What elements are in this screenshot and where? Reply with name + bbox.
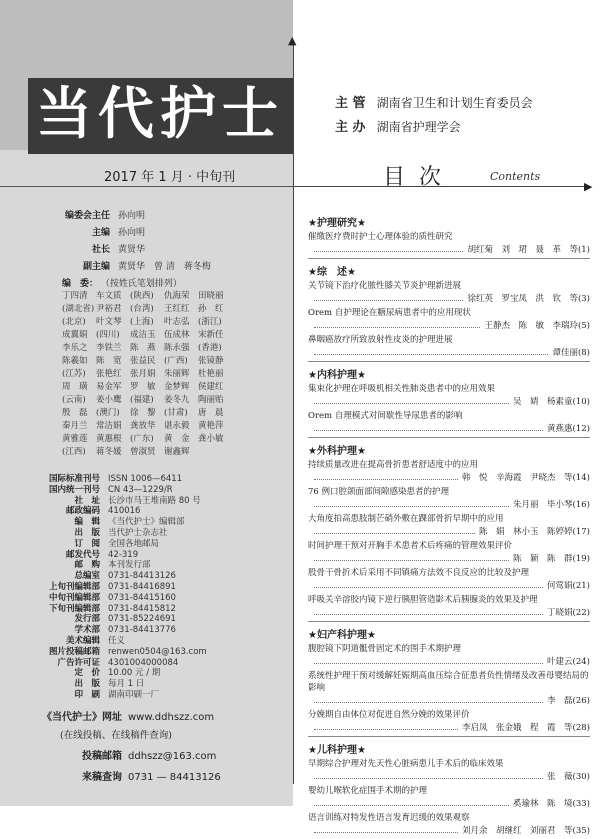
table-of-contents [308,210,590,839]
board-member: 丁四清 [62,291,88,301]
board-member: (陕西) [130,291,154,301]
info-key: 邮 购 [74,560,100,571]
toc-item[interactable] [308,758,590,782]
board-member: 车文质 [96,291,122,301]
info-key: 美术编辑 [65,635,100,646]
info-row [18,677,207,688]
leader-dots [314,533,475,534]
info-value: 0731-84416891 [108,581,176,592]
author-line [308,770,590,782]
leader-dots [314,506,509,507]
board-row [62,446,232,459]
leader-dots [314,354,548,355]
board-member: (广西) [164,356,188,366]
section-divider [308,361,590,362]
info-row [18,472,207,483]
info-row [18,494,207,505]
toc-item[interactable] [308,307,590,331]
board-member: 陈 燕 [130,343,156,353]
author-line [308,552,590,564]
board-row [62,355,232,368]
board-member: 张镜静 [198,356,224,366]
info-value: renwen0504@163.com [108,646,207,657]
article-title: 呼吸关辛溶胶内镜下逆行胰胆管造影术后胰腺炎的效果及护理 [308,595,538,605]
toc-item[interactable] [308,513,590,537]
info-row [18,688,207,699]
leader-dots [314,251,463,252]
toc-item[interactable] [308,383,590,407]
info-key: 社 址 [74,495,100,506]
website-note: (在线投稿、在线稿件查询) [60,730,172,741]
board-member: 张艳红 [96,369,122,379]
editors-block [40,208,211,276]
board-member: 伍成林 [164,330,190,340]
leader-dots [314,663,543,664]
article-authors: 胡红菊 刘 珺 聂 革 等(1) [467,245,590,255]
board-member: 陈永强 [164,343,190,353]
article-title: 集束化护理在呼吸机相关性肺炎患者中的应用效果 [308,384,496,394]
toc-item[interactable] [308,540,590,564]
article-title: 76 例口腔颌面部间隙感染患者的护理 [308,487,450,497]
leader-dots [314,430,543,431]
toc-item[interactable] [308,785,590,809]
board-member: 王红红 [164,304,190,314]
toc-subtitle: Contents [490,170,541,183]
author-line [308,422,590,434]
board-member: 李乐之 [62,343,88,353]
article-title: 股骨干骨折术后采用不同镇痛方法效不良反应的比较及护理 [308,568,530,578]
editor-row [40,242,211,259]
info-row [18,602,207,613]
info-row [18,558,207,569]
toc-item[interactable] [308,486,590,510]
author-line [308,797,590,809]
toc-item[interactable] [308,334,590,358]
board-list [62,290,232,459]
editor-role: 主编 [91,228,110,238]
divider [0,186,293,187]
board-member: (广东) [130,434,154,444]
board-member: 宋新任 [198,330,224,340]
info-key: 中旬刊编辑部 [48,592,100,603]
leader-dots [314,403,509,404]
query-phone: 0731 — 84413126 [128,772,221,783]
board-member: 秦月兰 [62,421,88,431]
board-member: 常洁娟 [96,421,122,431]
author-line [308,346,590,358]
toc-item[interactable] [308,231,590,255]
board-row [62,368,232,381]
article-authors: 陈 颖 陈 群(19) [513,554,590,564]
board-member: 陈 宽 [96,356,122,366]
sponsor-row [335,116,461,135]
board-member: 易金军 [96,382,122,392]
editor-name: 孙向明 [118,211,146,221]
article-title: 时间护理干预对开胸手术患者术后疼痛的管理效果评价 [308,541,513,551]
board-member: (四川) [96,330,120,340]
info-key: 图片投稿邮箱 [48,646,100,657]
board-row [62,420,232,433]
board-member: 黄 金 [164,434,190,444]
section-divider [308,437,590,438]
info-row [18,645,207,656]
section-divider [308,736,590,737]
board-member: 殷 磊 [62,408,88,418]
info-value: 410016 [108,506,141,517]
website-label: 《当代护士》网址 [42,712,122,723]
board-member: (甘肃) [164,408,188,418]
editor-role: 社长 [91,245,110,255]
info-key: 发行部 [74,614,100,625]
board-member: (澳门) [96,408,120,418]
info-row [18,591,207,602]
section-divider [308,258,590,259]
info-value: CN 43—1229/R [108,484,173,495]
article-authors: 吴 婧 杨素童(10) [513,397,590,407]
board-member: (江苏) [62,369,86,379]
info-value: 0731-84413126 [108,571,176,582]
article-authors: 徐红英 罗宝凤 洪 钦 等(3) [467,294,590,304]
email-link[interactable]: ddhszz@163.com [128,751,217,762]
board-member: 陈羲如 [62,356,88,366]
info-row [18,580,207,591]
info-row [18,612,207,623]
editor-row [40,208,211,225]
toc-item[interactable] [308,670,590,706]
board-row [62,290,232,303]
toc-item[interactable] [308,643,590,667]
leader-dots [314,702,543,703]
toc-item[interactable] [308,410,590,434]
info-row [18,483,207,494]
info-key: 出 版 [74,679,100,690]
board-member: 成洁玉 [130,330,156,340]
board-member: 陶丽贻 [198,395,224,405]
section-heading: ★护理研究★ [308,218,366,229]
leader-dots [314,832,458,833]
board-member: 孙 红 [198,304,224,314]
info-value: 0731-84415160 [108,592,176,603]
info-row [18,634,207,645]
info-key: 邮政编码 [65,506,100,517]
article-title: 关节镜下治疗化脓性膝关节炎护理新进展 [308,281,462,291]
author-line [308,606,590,618]
board-member: 徐 黎 [130,408,156,418]
leader-dots [314,587,543,588]
section-heading: ★妇产科护理★ [308,630,376,641]
article-authors: 陈 娟 林小玉 陈婷婷(17) [479,527,590,537]
sponsor-value: 湖南省卫生和计划生育委员会 [376,96,533,110]
info-key: 广告许可证 [57,657,100,668]
board-member: (云南) [62,395,86,405]
info-row [18,515,207,526]
sponsor-key: 主 办 [335,120,366,135]
board-member: 姜小鹰 [96,395,122,405]
author-line [308,525,590,537]
editor-name: 黄贤华 曾 清 蒋冬梅 [118,262,211,272]
article-authors: 李 磊(26) [547,696,590,706]
leader-dots [314,805,509,806]
board-member: 谌永毅 [164,421,190,431]
info-key: 国内统一刊号 [48,484,100,495]
article-authors: 李启凤 张金娥 程 霞 等(28) [462,723,590,733]
leader-dots [314,560,509,561]
board-member: 罗 敏 [130,382,156,392]
author-line [308,824,590,836]
info-key: 上旬刊编辑部 [48,581,100,592]
editor-role: 编委会主任 [64,211,110,221]
board-label: 编 委： [62,279,99,289]
info-value: 全国各地邮局 [108,538,160,549]
board-member: (北京) [62,317,86,327]
article-authors: 丁晓娟(22) [547,608,590,618]
info-key: 总编室 [74,571,100,582]
board-member: 唐 晨 [198,408,224,418]
article-title: 持续质量改进在提高骨折患者舒适度中的应用 [308,460,479,470]
info-value: 10.00 元 / 期 [108,668,161,679]
board-member: 杜艳丽 [198,369,224,379]
info-row [18,656,207,667]
author-line [308,319,590,331]
editor-row [40,259,211,276]
info-value: 0731-84415812 [108,603,176,614]
info-row [18,569,207,580]
toc-item[interactable] [308,459,590,483]
article-title: 系统性护理干预对缓解妊娠期高血压综合征患者负性情绪及改善母婴结局的影响 [308,671,589,693]
board-member: 叶文琴 [96,317,122,327]
board-member: 黄艳萍 [198,421,224,431]
info-key: 编 辑 [74,517,100,528]
board-member: 仇海荣 [164,291,190,301]
article-title: Orem 自理模式对间歇性导尿患者的影响 [308,411,463,421]
board-member: (台湾) [130,304,154,314]
section-heading: ★内科护理★ [308,370,366,381]
info-key: 国际标准刊号 [48,474,100,484]
board-row [62,316,232,329]
author-line [308,721,590,733]
board-member: 姜冬九 [164,395,190,405]
info-value: 0731-85224691 [108,614,176,625]
section-heading: ★外科护理★ [308,446,366,457]
board-row [62,303,232,316]
info-key: 下旬刊编辑部 [48,603,100,614]
info-value: 长沙市马王堆南路 80 号 [108,495,201,506]
info-row [18,537,207,548]
board-row [62,394,232,407]
board-member: 成翼娟 [62,330,88,340]
leader-dots [314,479,458,480]
toc-title: 目次 [383,165,456,190]
info-value: 《当代护士》编辑部 [108,517,185,528]
board-row [62,342,232,355]
info-value: 当代护士杂志社 [108,527,168,538]
web-info [0,708,221,783]
info-value: 每月 1 日 [108,679,145,690]
article-authors: 王静杰 陈 敏 李瑞玲(5) [484,321,590,331]
toc-item[interactable] [308,594,590,618]
info-row [18,666,207,677]
editor-row [40,225,211,242]
editor-name: 黄贤华 [118,245,146,255]
board-note: （按姓氏笔划排列） [100,279,182,289]
board-member: 谢鑫辉 [164,447,190,457]
leader-dots [314,327,480,328]
article-title: 早期综合护理对先天性心脏病患儿手术后的临床效果 [308,759,504,769]
author-line [308,292,590,304]
info-key: 出 版 [74,527,100,538]
info-value: 0731-84413776 [108,625,176,636]
board-member: 叶志弘 [164,317,190,327]
board-member: 黄惠根 [96,434,122,444]
board-row [62,407,232,420]
board-member: 龚放华 [130,421,156,431]
leader-dots [314,300,463,301]
leader-dots [314,614,543,615]
article-authors: 黄燕惠(12) [547,424,590,434]
info-value: 本刊发行部 [108,560,151,571]
info-value: 4301004000084 [108,657,179,668]
info-value: ISSN 1006—6411 [108,474,183,484]
sponsor-key: 主 管 [335,96,366,111]
section-heading: ★儿科护理★ [308,745,366,756]
article-title: 分娩期自由体位对促进自然分娩的效果评价 [308,710,470,720]
board-member: 尹裕君 [96,304,122,314]
article-authors: 奚瑜林 陈 境(33) [513,799,590,809]
info-row [18,623,207,634]
article-authors: 朱月丽 毕小琴(16) [513,500,590,510]
board-member: (上海) [130,317,154,327]
info-value: 42-319 [108,549,139,560]
sponsor-value: 湖南省护理学会 [376,120,461,134]
editor-name: 孙向明 [118,228,146,238]
board-header [62,276,182,289]
board-member: (浙江) [198,317,222,327]
board-member: 金梦辉 [164,382,190,392]
toc-item[interactable] [308,812,590,836]
journal-title: 当代护士 [36,82,284,147]
board-member: 黄雅莲 [62,434,88,444]
info-value: 湖南印刷一厂 [108,689,160,700]
article-title: 鼻咽癌放疗所致放射性皮炎的护理进展 [308,335,453,345]
article-title: 语言训练对特发性语言发育迟缓的效果观察 [308,813,470,823]
article-title: 催缴医疗费时护士心理体验的质性研究 [308,232,453,242]
board-member: 曾淑贤 [130,447,156,457]
section-heading: ★综 述★ [308,267,356,278]
leader-dots [314,729,458,730]
info-key: 订 阅 [74,538,100,549]
board-member: 龚小敏 [198,434,224,444]
board-row [62,329,232,342]
email-label: 投稿邮箱 [82,751,122,762]
vertical-axis [293,42,294,784]
sponsor-row [335,92,533,111]
toc-item[interactable] [308,567,590,591]
board-row [62,381,232,394]
leader-dots [314,778,543,779]
query-label: 来稿查询 [82,772,122,783]
board-member: (香港) [198,343,222,353]
article-title: 大角度拍高患肢制芒硝外敷在踝部骨折早期中的应用 [308,514,504,524]
toc-item[interactable] [308,709,590,733]
article-title: 婴幼儿喉软化症围手术期的护理 [308,786,428,796]
board-member: 周 璜 [62,382,88,392]
board-member: 蒋冬媛 [96,447,122,457]
arrow-up-icon: ▲ [288,34,297,47]
arrow-right-icon: ▶ [584,180,593,193]
author-line [308,694,590,706]
article-title: 腹腔镜下阴道骶骨固定术的围手术期护理 [308,644,462,654]
article-authors: 韩 悦 辛海霞 尹晓杰 等(14) [462,473,590,483]
info-value: 任义 [108,635,126,646]
author-line [308,471,590,483]
info-row [18,548,207,559]
info-row [18,526,207,537]
info-key: 邮发代号 [65,549,100,560]
issue-date: 2017 年 1 月 · 中旬刊 [104,170,236,185]
info-key: 定 价 [74,668,100,679]
article-authors: 叶建云(24) [547,657,590,667]
board-member: 朱丽辉 [164,369,190,379]
publication-info [18,472,207,699]
board-member: 侯建红 [198,382,224,392]
website-link[interactable]: www.ddhszz.com [128,712,215,723]
article-title: Orem 自护理论在糖尿病患者中的应用现状 [308,308,471,318]
article-authors: 何莺娟(21) [547,581,590,591]
board-member: 张益民 [130,356,156,366]
section-divider [308,621,590,622]
board-row [62,433,232,446]
article-authors: 张 薇(30) [547,772,590,782]
board-member: (湖北省) [62,304,95,314]
info-key: 学术部 [74,625,100,636]
author-line [308,243,590,255]
toc-item[interactable] [308,280,590,304]
author-line [308,655,590,667]
info-key: 印 刷 [74,689,100,700]
board-member: 张月娟 [130,369,156,379]
board-member: (福建) [130,395,154,405]
author-line [308,498,590,510]
info-row [18,504,207,515]
board-member: (江西) [62,447,86,457]
board-member: 田晓丽 [198,291,224,301]
article-authors: 谭佳丽(8) [552,348,590,358]
author-line [308,579,590,591]
board-member: 李铁兰 [96,343,122,353]
article-authors: 刘月余 胡继红 刘丽君 等(35) [462,826,590,836]
editor-role: 副主编 [82,262,110,272]
author-line [308,395,590,407]
